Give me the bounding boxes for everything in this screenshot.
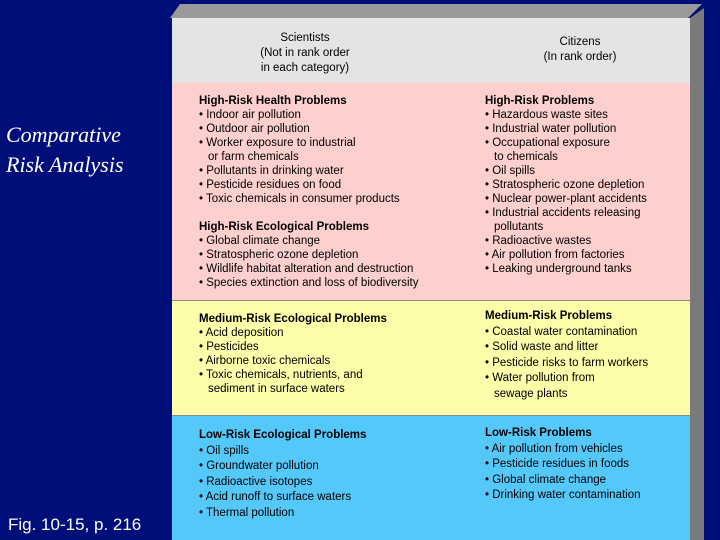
category-heading: High-Risk Ecological Problems (199, 221, 369, 233)
scientists-header (220, 31, 390, 76)
scientists-low-ecological (199, 428, 366, 521)
risk-item: • Acid deposition (199, 327, 284, 339)
risk-item: • Coastal water contamination (485, 325, 638, 338)
risk-item: to chemicals (494, 151, 558, 163)
board-side-edge (690, 8, 704, 540)
risk-item: • Wildlife habitat alteration and destruction (199, 263, 414, 275)
slide-title-line2: Risk Analysis (6, 152, 124, 177)
risk-item: • Species extinction and loss of biodiversity (199, 277, 419, 289)
risk-item: • Pesticide residues in foods (485, 458, 630, 470)
scientists-high-health (199, 94, 400, 206)
risk-item: • Leaking underground tanks (485, 263, 632, 275)
risk-item: • Thermal pollution (199, 506, 295, 519)
risk-item: • Stratospheric ozone depletion (199, 249, 359, 261)
board-top-edge (170, 4, 702, 18)
risk-item: • Water pollution from (485, 372, 595, 384)
scientists-header-line: (Not in rank order (260, 47, 350, 59)
risk-item: sediment in surface waters (208, 383, 345, 395)
scientists-header-line: in each category) (260, 62, 350, 74)
category-heading: Medium-Risk Ecological Problems (199, 313, 387, 325)
risk-item: • Oil spills (485, 165, 536, 177)
category-heading: High-Risk Problems (485, 95, 595, 107)
category-heading: High-Risk Health Problems (199, 95, 347, 107)
risk-item: • Acid runoff to surface waters (199, 491, 352, 503)
scientists-medium-ecological (199, 312, 387, 396)
risk-item: • Airborne toxic chemicals (199, 355, 331, 367)
category-heading: Low-Risk Problems (485, 427, 592, 439)
scientists-high-ecological (199, 220, 418, 290)
risk-item: • Drinking water contamination (485, 489, 641, 501)
citizens-header-line: Citizens (559, 36, 601, 48)
risk-item: • Pesticides (199, 341, 259, 353)
risk-item: • Groundwater pollution (199, 460, 319, 472)
risk-item: • Global climate change (485, 473, 607, 486)
band-divider (172, 300, 690, 301)
risk-item: • Nuclear power-plant accidents (485, 193, 647, 205)
risk-item: • Industrial water pollution (485, 123, 617, 135)
risk-item: • Pesticide risks to farm workers (485, 356, 649, 369)
risk-item: sewage plants (494, 387, 568, 400)
risk-item: • Oil spills (199, 444, 250, 457)
risk-item: • Stratospheric ozone depletion (485, 179, 645, 191)
risk-item: • Toxic chemicals in consumer products (199, 193, 400, 205)
risk-item: • Radioactive wastes (485, 235, 592, 247)
risk-item: • Hazardous waste sites (485, 109, 608, 121)
risk-item: • Air pollution from vehicles (485, 442, 623, 455)
category-heading: Medium-Risk Problems (485, 310, 613, 322)
citizens-low-risk (485, 426, 641, 504)
citizens-medium-risk (485, 309, 648, 402)
risk-item: • Radioactive isotopes (199, 475, 313, 488)
risk-item: • Occupational exposure (485, 137, 610, 149)
risk-item: • Solid waste and litter (485, 341, 599, 353)
risk-item: • Pollutants in drinking water (199, 165, 344, 177)
risk-item: • Indoor air pollution (199, 109, 301, 121)
risk-item: • Toxic chemicals, nutrients, and (199, 369, 363, 381)
risk-item: • Industrial accidents releasing (485, 207, 641, 219)
risk-item: pollutants (494, 221, 544, 233)
risk-item: • Global climate change (199, 235, 321, 247)
citizens-high-risk (485, 94, 647, 276)
figure-label: Fig. 10-15, p. 216 (8, 515, 142, 534)
risk-item: • Air pollution from factories (485, 249, 625, 261)
slide-title (6, 120, 166, 180)
category-heading: Low-Risk Ecological Problems (199, 429, 367, 441)
citizens-header (500, 35, 660, 65)
band-divider (172, 415, 690, 416)
risk-item: • Pesticide residues on food (199, 179, 342, 191)
slide-title-line1: Comparative (6, 122, 121, 147)
scientists-header-line: Scientists (280, 32, 330, 44)
risk-item: • Worker exposure to industrial (199, 137, 356, 149)
risk-item: or farm chemicals (208, 151, 299, 163)
citizens-header-line: (In rank order) (543, 51, 617, 63)
risk-item: • Outdoor air pollution (199, 123, 310, 135)
